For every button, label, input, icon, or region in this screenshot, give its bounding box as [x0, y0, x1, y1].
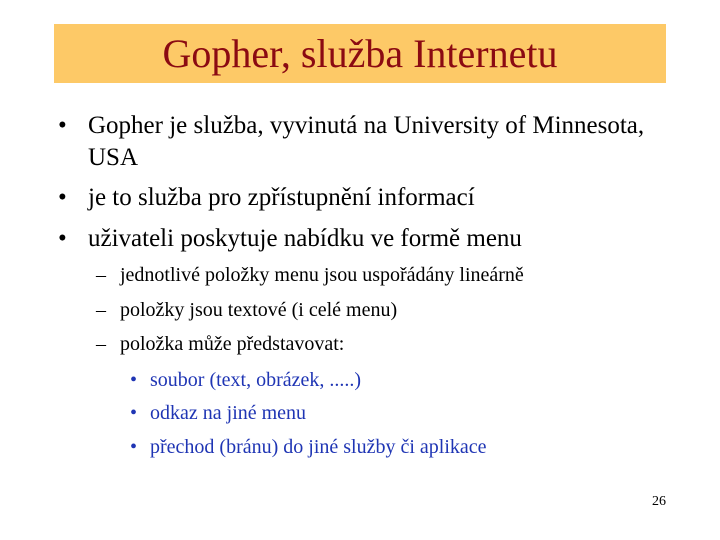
bullet-text: přechod (bránu) do jiné služby či aplikace	[150, 436, 487, 458]
bullet-item-level3	[130, 367, 690, 393]
bullet-item-level1	[58, 223, 648, 255]
dash-text: jednotlivé položky menu jsou uspořádány lineárně	[120, 264, 524, 286]
dash-text: položky jsou textové (i celé menu)	[120, 299, 398, 321]
bullet-icon: •	[58, 225, 67, 252]
dash-text: položka může představovat:	[120, 333, 345, 355]
bullet-icon: •	[130, 436, 138, 458]
bullet-icon: •	[58, 112, 67, 139]
bullet-icon: •	[58, 184, 67, 211]
dash-icon: –	[96, 299, 106, 321]
bullet-icon: •	[130, 369, 138, 391]
slide-title: Gopher, služba Internetu	[162, 31, 558, 76]
dash-icon: –	[96, 333, 106, 355]
dash-item-level2	[96, 297, 680, 323]
dash-icon: –	[96, 264, 106, 286]
bullet-text: odkaz na jiné menu	[150, 402, 307, 424]
dash-item-level2	[96, 331, 680, 357]
dash-item-level2	[96, 262, 680, 288]
bullet-text: Gopher je služba, vyvinutá na University of Minnesota, USA	[88, 112, 645, 171]
bullet-text: uživateli poskytuje nabídku ve formě menu	[88, 225, 522, 252]
bullet-text: je to služba pro zpřístupnění informací	[88, 184, 475, 211]
bullet-icon: •	[130, 402, 138, 424]
bullet-text: soubor (text, obrázek, .....)	[150, 369, 362, 391]
bullet-item-level1	[58, 182, 648, 214]
bullet-item-level1	[58, 110, 648, 174]
page-number: 26	[652, 494, 666, 509]
bullet-item-level3	[130, 434, 690, 460]
bullet-item-level3	[130, 400, 690, 426]
